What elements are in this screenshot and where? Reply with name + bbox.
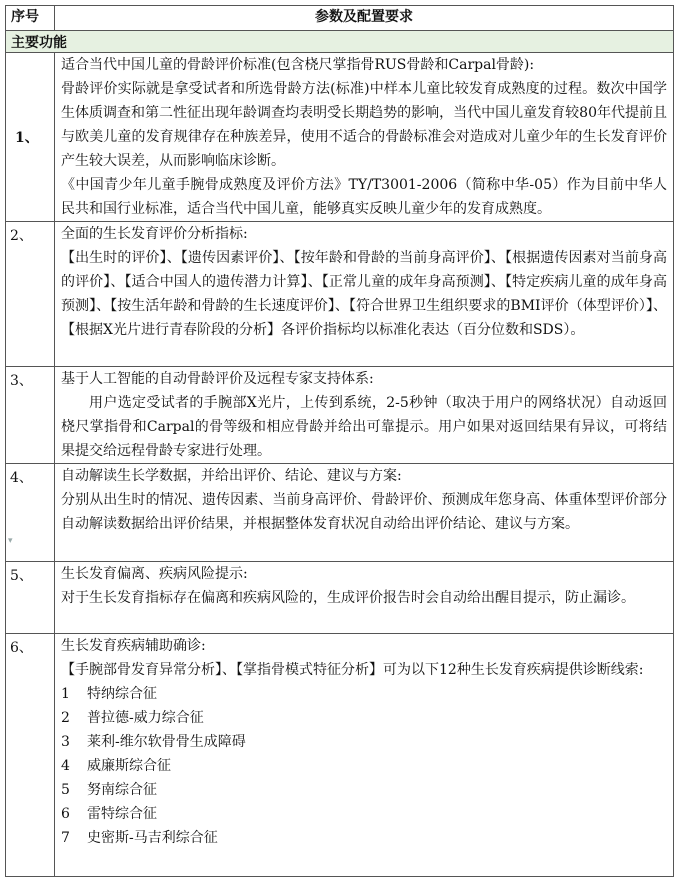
table-row (6, 464, 674, 562)
row-content (55, 464, 674, 562)
table-row (6, 562, 674, 634)
section-row (6, 31, 674, 53)
row-heading: 全面的生长发育评价分析指标: (61, 226, 248, 242)
list-item-number: 1 (61, 686, 70, 702)
row-index: 4、 (6, 464, 55, 562)
row-index: 5、 (6, 562, 55, 634)
row-index: 2、 (6, 222, 55, 367)
table-row (6, 634, 674, 877)
list-item-name: 威廉斯综合征 (87, 758, 171, 774)
row-paragraph: 骨龄评价实际就是拿受试者和所选骨龄方法(标准)中样本儿童比较发育成熟度的过程。数次中国学生体质调查和第二性征出现年龄调查均表明受长期趋势的影响，当代中国儿童发育较80年代提前且与欧美儿童的发育规律存在种族差异，使用不适合的骨龄标准会对造成对儿童少年的生长发育评价产生较大误差，从而影响临床诊断。 (61, 81, 667, 169)
row-heading: 生长发育偏离、疾病风险提示: (61, 566, 248, 582)
header-spec: 参数及配置要求 (55, 6, 674, 31)
row-heading: 基于人工智能的自动骨龄评价及远程专家支持体系: (61, 371, 374, 387)
row-paragraph: 【手腕部骨发育异常分析】、【掌指骨模式特征分析】可为以下12种生长发育疾病提供诊断线索: (61, 662, 644, 678)
row-paragraph: 《中国青少年儿童手腕骨成熟度及评价方法》TY/T3001-2006（简称中华-05）作为目前中华人民共和国行业标准，适合当代中国儿童，能够真实反映儿童少年的发育成熟度。 (61, 177, 667, 217)
row-content (55, 53, 674, 222)
list-item-name: 雷特综合征 (87, 806, 157, 822)
row-paragraph: 用户选定受试者的手腕部X光片，上传到系统，2-5秒钟（取决于用户的网络状况）自动返回桡尺掌指骨和Carpal的骨等级和相应骨龄并给出可靠提示。用户如果对返回结果有异议，可将结果提交给远程骨龄专家进行处理。 (61, 395, 667, 459)
list-item (61, 730, 667, 754)
row-index: 3、 (6, 367, 55, 464)
row-content (55, 562, 674, 634)
row-content (55, 634, 674, 877)
list-item (61, 826, 667, 850)
list-item-name: 史密斯-马吉利综合征 (87, 830, 218, 846)
list-item (61, 754, 667, 778)
list-item-name: 努南综合征 (87, 782, 157, 798)
table-row (6, 367, 674, 464)
row-paragraph: 【出生时的评价】、【遗传因素评价】、【按年龄和骨龄的当前身高评价】、【根据遗传因素对当前身高的评价】、【适合中国人的遗传潜力计算】、【正常儿童的成年身高预测】、【特定疾病儿童的成年身高预测】、【按生活年龄和骨龄的生长速度评价】、【符合世界卫生组织要求的BMI评价（体型评价）】、【根据X光片进行青春阶段的分析】各评价指标均以标准化表达（百分位数和SDS）。 (61, 250, 667, 338)
spec-table (5, 5, 674, 877)
list-item-number: 6 (61, 806, 70, 822)
list-item-number: 3 (61, 734, 70, 750)
list-item (61, 706, 667, 730)
list-item-number: 5 (61, 782, 70, 798)
header-row (6, 6, 674, 31)
list-item-name: 普拉德-威力综合征 (87, 710, 204, 726)
list-item-name: 特纳综合征 (87, 686, 157, 702)
list-item (61, 802, 667, 826)
section-title: 主要功能 (6, 31, 674, 53)
row-heading: 生长发育疾病辅助确诊: (61, 638, 206, 654)
list-item-number: 2 (61, 710, 70, 726)
list-item (61, 778, 667, 802)
row-marker-icon: ▾ (8, 536, 13, 546)
list-item-number: 4 (61, 758, 70, 774)
list-item-name: 莱利-维尔软骨骨生成障碍 (87, 734, 246, 750)
row-paragraph: 分别从出生时的情况、遗传因素、当前身高评价、骨龄评价、预测成年您身高、体重体型评价部分自动解读数据给出评价结果，并根据整体发育状况自动给出评价结论、建议与方案。 (61, 492, 667, 532)
table-row (6, 222, 674, 367)
row-heading: 适合当代中国儿童的骨龄评价标准(包含桡尺掌指骨RUS骨龄和Carpal骨龄): (61, 57, 535, 73)
header-index: 序号 (6, 6, 55, 31)
row-content (55, 367, 674, 464)
row-index: 6、 (6, 634, 55, 877)
list-item-number: 7 (61, 830, 70, 846)
row-content (55, 222, 674, 367)
row-heading: 自动解读生长学数据，并给出评价、结论、建议与方案: (61, 468, 402, 484)
list-item (61, 682, 667, 706)
row-paragraph: 对于生长发育指标存在偏离和疾病风险的，生成评价报告时会自动给出醒目提示，防止漏诊。 (61, 590, 635, 606)
table-row (6, 53, 674, 222)
row-index: 1、 (6, 53, 55, 222)
